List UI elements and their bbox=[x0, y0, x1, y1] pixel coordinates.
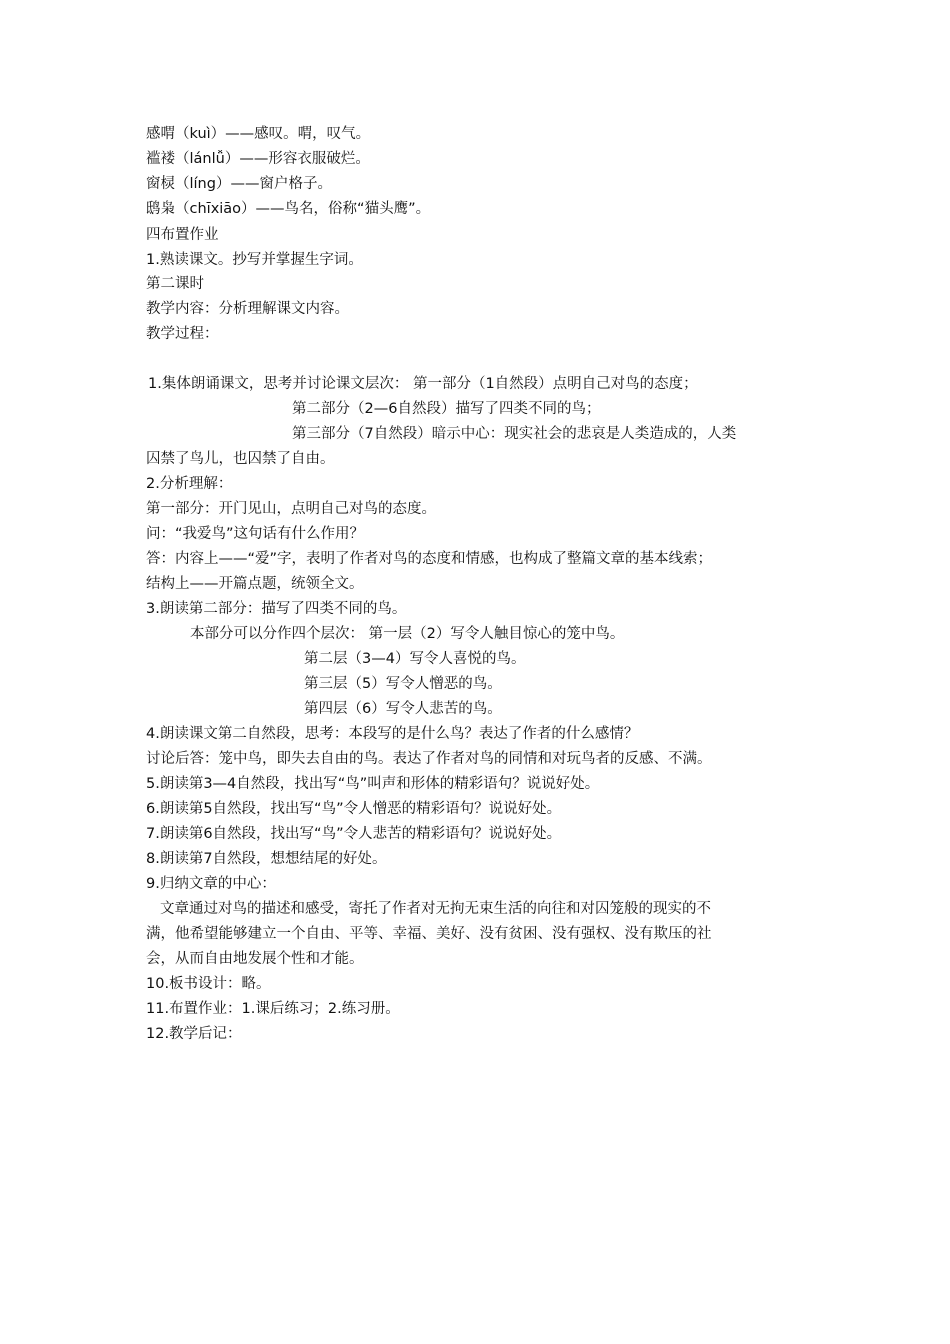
part-1-analysis: 第一部分：开门见山，点明自己对鸟的态度。 bbox=[146, 501, 436, 517]
teaching-process-label: 教学过程： bbox=[146, 326, 219, 342]
step-4-line: 4.朗读课文第二自然段，思考：本段写的是什么鸟？表达了作者的什么感情？ bbox=[146, 726, 639, 742]
layers-line-2: 第二层（3—4）写令人喜悦的鸟。 bbox=[304, 651, 526, 667]
vocab-line-1: 感喟（kuì）——感叹。喟，叹气。 bbox=[146, 126, 371, 142]
answer-line-2: 结构上——开篇点题，统领全文。 bbox=[146, 576, 364, 592]
question-line: 问：“我爱鸟”这句话有什么作用？ bbox=[146, 526, 365, 542]
section-heading-homework: 四布置作业 bbox=[146, 227, 219, 243]
answer-line-1: 答：内容上——“爱”字，表明了作者对鸟的态度和情感，也构成了整篇文章的基本线索； bbox=[146, 551, 713, 567]
homework-item-1: 1.熟读课文。抄写并掌握生字词。 bbox=[146, 252, 363, 268]
part-3-continuation: 囚禁了鸟儿，也囚禁了自由。 bbox=[146, 451, 335, 467]
summary-line-2: 满，他希望能够建立一个自由、平等、幸福、美好、没有贫困、没有强权、没有欺压的社 bbox=[146, 926, 712, 942]
summary-line-1: 文章通过对鸟的描述和感受，寄托了作者对无拘无束生活的向往和对囚笼般的现实的不 bbox=[160, 901, 711, 917]
step-6-line: 6.朗读第5自然段，找出写“鸟”令人憎恶的精彩语句？说说好处。 bbox=[146, 801, 562, 817]
discussion-answer: 讨论后答：笼中鸟，即失去自由的鸟。表达了作者对鸟的同情和对玩鸟者的反感、不满。 bbox=[146, 751, 712, 767]
step-10-line: 10.板书设计：略。 bbox=[146, 976, 271, 992]
vocab-line-4: 鸱枭（chīxiāo）——鸟名，俗称“猫头鹰”。 bbox=[146, 201, 431, 217]
step-9-heading: 9.归纳文章的中心： bbox=[146, 876, 276, 892]
step-5-line: 5.朗读第3—4自然段，找出写“鸟”叫声和形体的精彩语句？说说好处。 bbox=[146, 776, 600, 792]
summary-line-3: 会，从而自由地发展个性和才能。 bbox=[146, 951, 364, 967]
layers-line-1: 本部分可以分作四个层次： 第一层（2）写令人触目惊心的笼中鸟。 bbox=[190, 626, 625, 642]
part-3-line: 第三部分（7自然段）暗示中心：现实社会的悲哀是人类造成的，人类 bbox=[292, 426, 737, 442]
step-12-line: 12.教学后记： bbox=[146, 1026, 242, 1042]
teaching-content: 教学内容：分析理解课文内容。 bbox=[146, 301, 349, 317]
step-2-heading: 2.分析理解： bbox=[146, 476, 233, 492]
step-3-heading: 3.朗读第二部分：描写了四类不同的鸟。 bbox=[146, 601, 407, 617]
layers-line-4: 第四层（6）写令人悲苦的鸟。 bbox=[304, 701, 502, 717]
step-7-line: 7.朗读第6自然段，找出写“鸟”令人悲苦的精彩语句？说说好处。 bbox=[146, 826, 562, 842]
step-11-line: 11.布置作业：1.课后练习；2.练习册。 bbox=[146, 1001, 400, 1017]
step-1-line: 1.集体朗诵课文，思考并讨论课文层次： 第一部分（1自然段）点明自己对鸟的态度； bbox=[148, 376, 698, 392]
layers-line-3: 第三层（5）写令人憎恶的鸟。 bbox=[304, 676, 502, 692]
vocab-line-3: 窗棂（líng）——窗户格子。 bbox=[146, 176, 332, 192]
lesson-heading-second: 第二课时 bbox=[146, 276, 204, 292]
vocab-line-2: 褴褛（lánlǚ）——形容衣服破烂。 bbox=[146, 151, 370, 167]
part-2-line: 第二部分（2—6自然段）描写了四类不同的鸟； bbox=[292, 401, 601, 417]
step-8-line: 8.朗读第7自然段，想想结尾的好处。 bbox=[146, 851, 387, 867]
